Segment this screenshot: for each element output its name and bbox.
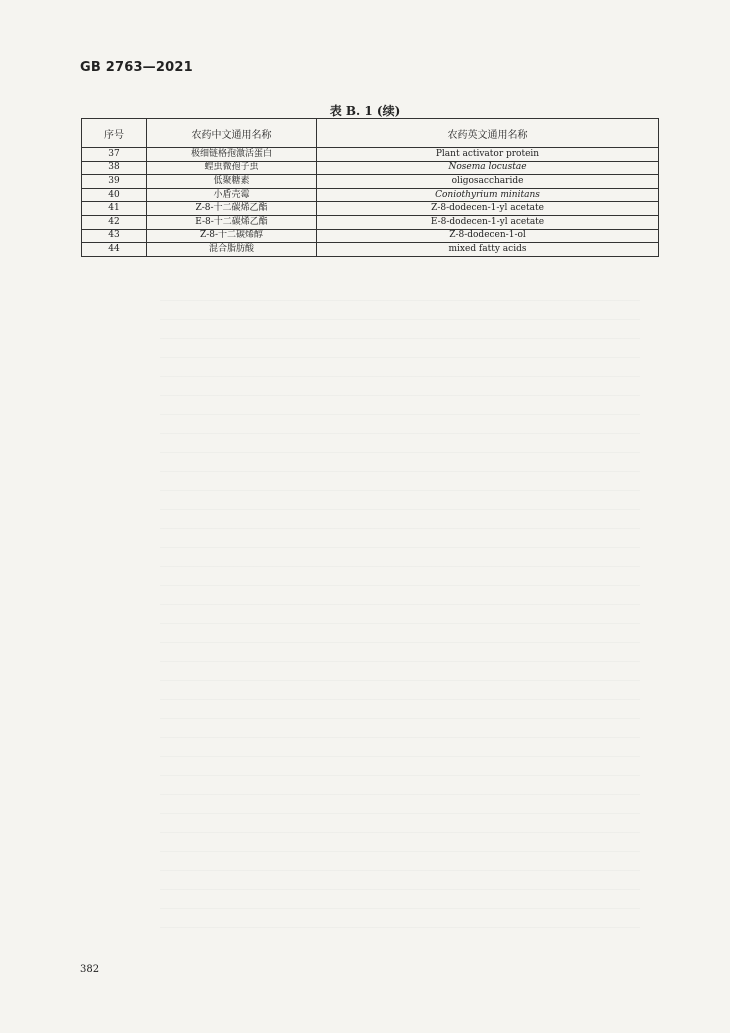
table-body bbox=[82, 148, 659, 257]
cell-en-name: E-8-dodecen-1-yl acetate bbox=[317, 215, 659, 229]
table-row bbox=[82, 202, 659, 216]
cell-cn-name: E-8-十二碳烯乙酯 bbox=[147, 215, 317, 229]
cell-en-name: Coniothyrium minitans bbox=[317, 188, 659, 202]
cell-no: 38 bbox=[82, 161, 147, 175]
column-header-en-name: 农药英文通用名称 bbox=[317, 119, 659, 148]
page-number: 382 bbox=[80, 964, 100, 975]
reverse-page-bleed-through bbox=[160, 300, 640, 940]
standard-id-header: GB 2763—2021 bbox=[80, 60, 193, 75]
cell-en-name: Z-8-dodecen-1-yl acetate bbox=[317, 202, 659, 216]
cell-no: 39 bbox=[82, 175, 147, 189]
cell-no: 42 bbox=[82, 215, 147, 229]
table-row bbox=[82, 148, 659, 162]
cell-no: 43 bbox=[82, 229, 147, 243]
cell-en-name: Nosema locustae bbox=[317, 161, 659, 175]
table-row bbox=[82, 161, 659, 175]
column-header-no: 序号 bbox=[82, 119, 147, 148]
cell-no: 40 bbox=[82, 188, 147, 202]
cell-cn-name: Z-8-十二碳烯醇 bbox=[147, 229, 317, 243]
table-title: 表 B. 1 (续) bbox=[329, 104, 401, 118]
cell-no: 44 bbox=[82, 243, 147, 257]
cell-no: 37 bbox=[82, 148, 147, 162]
cell-cn-name: 小盾壳霉 bbox=[147, 188, 317, 202]
pesticide-name-table bbox=[81, 118, 659, 257]
table-row bbox=[82, 229, 659, 243]
cell-cn-name: 低聚糖素 bbox=[147, 175, 317, 189]
cell-en-name: Z-8-dodecen-1-ol bbox=[317, 229, 659, 243]
cell-en-name: oligosaccharide bbox=[317, 175, 659, 189]
table-row bbox=[82, 175, 659, 189]
cell-cn-name: 混合脂肪酸 bbox=[147, 243, 317, 257]
table-row bbox=[82, 215, 659, 229]
table-header-row bbox=[82, 119, 659, 148]
cell-en-name: mixed fatty acids bbox=[317, 243, 659, 257]
table-row bbox=[82, 188, 659, 202]
cell-no: 41 bbox=[82, 202, 147, 216]
cell-cn-name: 极细链格孢激活蛋白 bbox=[147, 148, 317, 162]
cell-en-name: Plant activator protein bbox=[317, 148, 659, 162]
column-header-cn-name: 农药中文通用名称 bbox=[147, 119, 317, 148]
table-row bbox=[82, 243, 659, 257]
cell-cn-name: Z-8-十二碳烯乙酯 bbox=[147, 202, 317, 216]
cell-cn-name: 蝗虫微孢子虫 bbox=[147, 161, 317, 175]
